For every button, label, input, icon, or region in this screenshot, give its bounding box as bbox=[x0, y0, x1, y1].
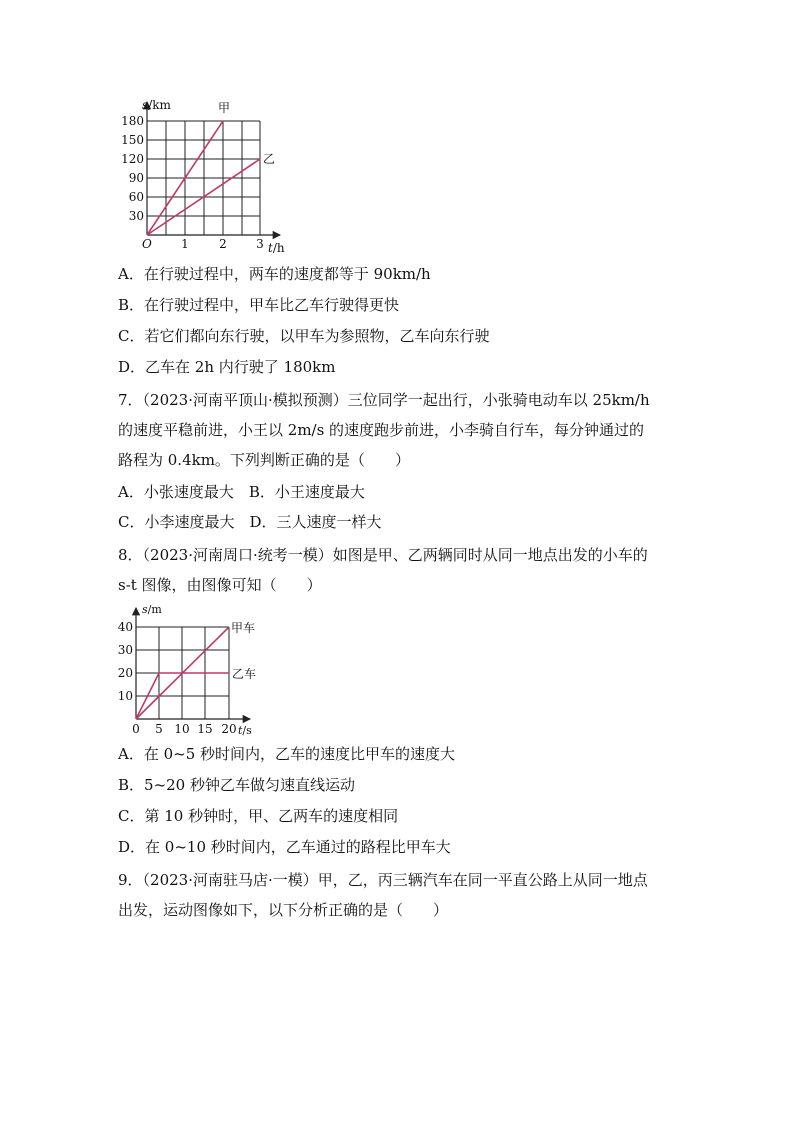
q8-option-a: A．在 0~5 秒时间内，乙车的速度比甲车的速度大 bbox=[118, 745, 456, 763]
q7-stem-line-2: 的速度平稳前进，小王以 2m/s 的速度跑步前进，小李骑自行车，每分钟通过的 bbox=[118, 421, 645, 439]
graph-1-x-axis-label: t/h bbox=[268, 241, 285, 254]
graph-2-label-yi: 乙车 bbox=[232, 667, 257, 681]
q6-option-a: A．在行驶过程中，两车的速度都等于 90km/h bbox=[118, 265, 431, 283]
q6-option-c: C．若它们都向东行驶，以甲车为参照物，乙车向东行驶 bbox=[118, 327, 490, 345]
graph-2-x-tick-20: 20 bbox=[221, 722, 237, 736]
graph-1-grid bbox=[147, 121, 260, 235]
graph-1-label-jia: 甲 bbox=[218, 101, 231, 115]
graph-1-y-tick-180: 180 bbox=[121, 114, 144, 128]
q8-option-c: C．第 10 秒钟时，甲、乙两车的速度相同 bbox=[118, 807, 399, 825]
graph-2-label-jia: 甲车 bbox=[231, 621, 256, 635]
graph-1-y-tick-150: 150 bbox=[121, 133, 144, 147]
graph-2-y-tick-30: 30 bbox=[118, 643, 133, 657]
graph-1-y-tick-90: 90 bbox=[128, 171, 144, 185]
graph-2-y-tick-10: 10 bbox=[118, 689, 133, 703]
q6-option-d: D．乙车在 2h 内行驶了 180km bbox=[118, 358, 336, 376]
q8-option-b: B．5~20 秒钟乙车做匀速直线运动 bbox=[118, 776, 355, 794]
graph-2-x-tick-5: 5 bbox=[155, 722, 163, 736]
distance-time-graph-2 bbox=[118, 602, 268, 740]
graph-1-y-tick-60: 60 bbox=[128, 190, 144, 204]
graph-2-origin: 0 bbox=[132, 722, 140, 736]
graph-2-x-tick-10: 10 bbox=[174, 722, 190, 736]
graph-2-svg bbox=[118, 602, 268, 740]
graph-2-y-tick-40: 40 bbox=[118, 620, 133, 634]
q8-option-d: D．在 0~10 秒时间内，乙车通过的路程比甲车大 bbox=[118, 838, 451, 856]
q7-options-ab: A．小张速度最大 B．小王速度最大 bbox=[118, 483, 365, 501]
graph-1-x-tick-3: 3 bbox=[256, 237, 264, 251]
graph-1-y-tick-120: 120 bbox=[121, 152, 144, 166]
q7-stem-line-3: 路程为 0.4km。下列判断正确的是（ ） bbox=[118, 451, 410, 469]
q9-stem-line-1: 9．（2023·河南驻马店·一模）甲，乙，丙三辆汽车在同一平直公路上从同一地点 bbox=[118, 871, 648, 889]
q7-options-cd: C．小李速度最大 D．三人速度一样大 bbox=[118, 513, 382, 531]
q9-stem-line-2: 出发，运动图像如下，以下分析正确的是（ ） bbox=[118, 901, 449, 919]
q8-stem-line-1: 8．（2023·河南周口·统考一模）如图是甲、乙两辆同时从同一地点出发的小车的 bbox=[118, 546, 648, 564]
graph-2-x-axis-label: t/s bbox=[238, 724, 252, 737]
graph-1-x-tick-1: 1 bbox=[181, 237, 189, 251]
graph-1-x-tick-2: 2 bbox=[219, 237, 227, 251]
graph-1-y-tick-30: 30 bbox=[128, 209, 144, 223]
graph-2-y-axis-label: s/m bbox=[142, 603, 162, 616]
graph-1-svg bbox=[118, 92, 298, 254]
graph-1-label-yi: 乙 bbox=[263, 152, 276, 166]
graph-2-x-tick-15: 15 bbox=[197, 722, 213, 736]
graph-1-origin: O bbox=[142, 237, 152, 251]
graph-1-y-axis-label: s/km bbox=[142, 98, 171, 112]
q8-stem-line-2: s-t 图像，由图像可知（ ） bbox=[118, 576, 322, 594]
q6-option-b: B．在行驶过程中，甲车比乙车行驶得更快 bbox=[118, 296, 400, 314]
q7-stem-line-1: 7．（2023·河南平顶山·模拟预测）三位同学一起出行，小张骑电动车以 25km/h bbox=[118, 391, 650, 409]
distance-time-graph-1 bbox=[118, 92, 298, 254]
graph-2-y-tick-20: 20 bbox=[118, 666, 133, 680]
